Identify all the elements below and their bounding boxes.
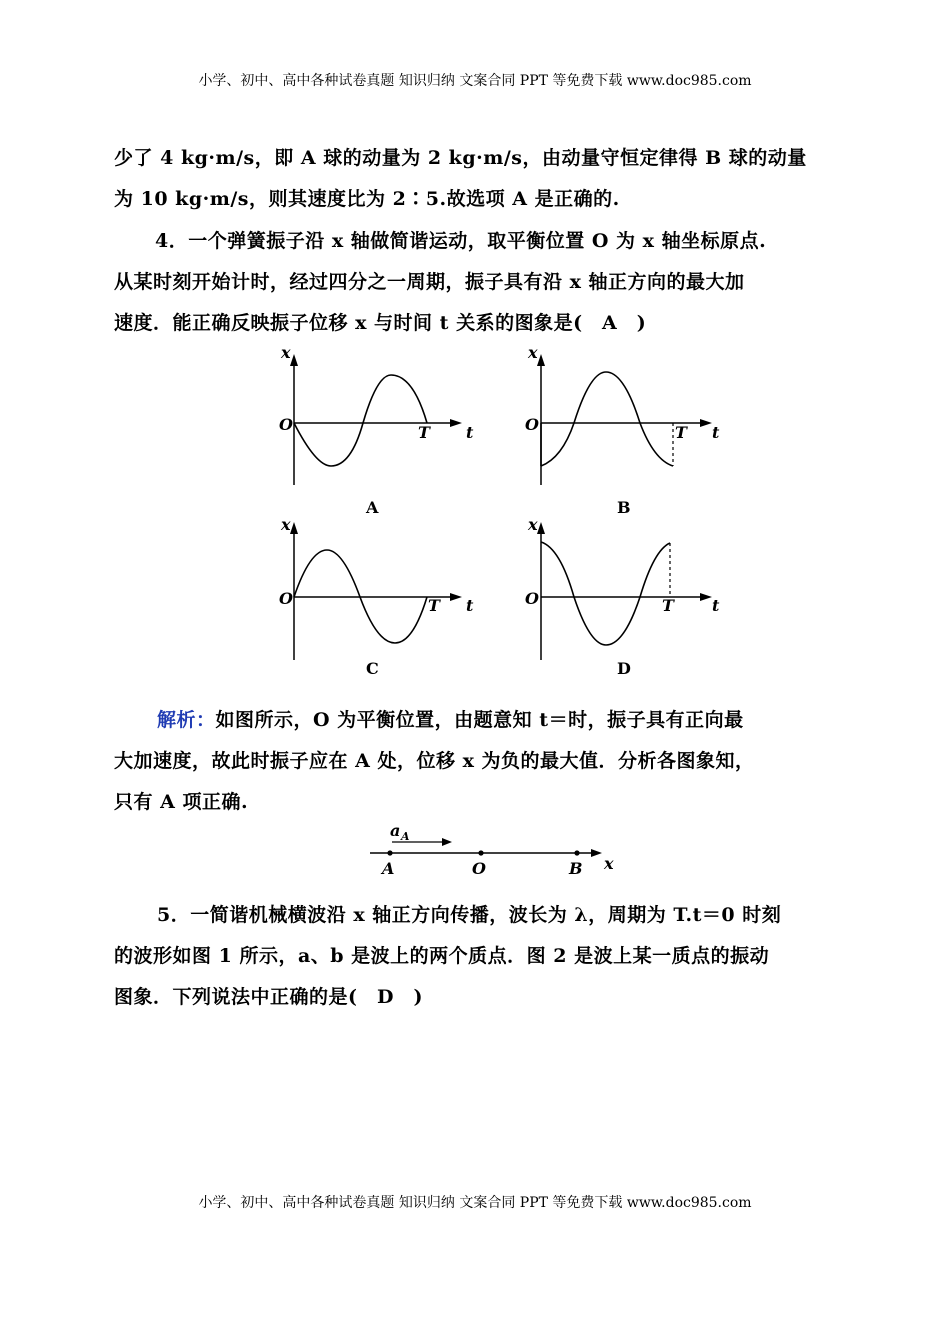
graph-b-t-arrow: [700, 419, 712, 427]
graph-d-t-label: t: [712, 596, 720, 615]
graph-c-origin-label: O: [279, 589, 293, 608]
p1-line-1: 少了 4 kg·m/s，即 A 球的动量为 2 kg·m/s，由动量守恒定律得 B 球的动量: [114, 147, 807, 169]
graph-c-t-label: t: [466, 596, 474, 615]
graph-b-x-label: x: [528, 343, 538, 362]
graph-c-t-arrow: [450, 593, 462, 601]
graph-d-period-label: T: [662, 596, 674, 615]
graph-c-period-label: T: [428, 596, 440, 615]
accel-label: a: [390, 821, 401, 840]
accel-sub-label: A: [401, 830, 410, 843]
point-a-label: A: [382, 859, 395, 878]
page-header: 小学、初中、高中各种试卷真题 知识归纳 文案合同 PPT 等免费下载 www.doc985.com: [198, 73, 752, 89]
solution-text-1: 如图所示，O 为平衡位置，由题意知 t＝时，振子具有正向最: [215, 709, 744, 731]
point-o-label: O: [472, 859, 486, 878]
solution-line-2: 大加速度，故此时振子应在 A 处，位移 x 为负的最大值．分析各图象知，: [114, 750, 755, 772]
accel-arrow-head: [442, 838, 452, 846]
graph-a-x-arrow: [290, 354, 298, 366]
graph-a-curve: [294, 375, 427, 466]
graph-c-caption: C: [366, 659, 379, 678]
graph-b-t-label: t: [712, 423, 720, 442]
graph-a-x-label: x: [281, 343, 291, 362]
graph-d-curve: [541, 542, 670, 645]
q4-line-3: 速度．能正确反映振子位移 x 与时间 t 关系的图象是( A ): [114, 312, 647, 334]
point-b-label: B: [569, 859, 583, 878]
q4-line-1: 4．一个弹簧振子沿 x 轴做简谐运动，取平衡位置 O 为 x 轴坐标原点.: [155, 230, 767, 252]
graph-b-period-label: T: [675, 423, 687, 442]
solution-label: 解析：: [157, 709, 216, 731]
graph-a-period-label: T: [418, 423, 430, 442]
graph-b: [525, 343, 720, 517]
graph-a-origin-label: O: [279, 415, 293, 434]
q5-line-3: 图象．下列说法中正确的是( D ): [114, 986, 423, 1008]
graph-a-t-arrow: [450, 419, 462, 427]
point-o-dot: [478, 850, 483, 855]
q5-line-2: 的波形如图 1 所示，a、b 是波上的两个质点．图 2 是波上某一质点的振动: [114, 945, 770, 967]
graph-c: [279, 515, 474, 678]
number-line-x-label: x: [604, 854, 614, 873]
graph-d-caption: D: [617, 659, 631, 678]
graph-a-t-label: t: [466, 423, 474, 442]
graph-d-x-label: x: [528, 515, 538, 534]
graph-d-origin-label: O: [525, 589, 539, 608]
graph-b-origin-label: O: [525, 415, 539, 434]
graph-a: [279, 343, 474, 517]
graph-a-caption: A: [366, 498, 379, 517]
graph-d-x-arrow: [537, 522, 545, 534]
page-footer: 小学、初中、高中各种试卷真题 知识归纳 文案合同 PPT 等免费下载 www.doc985.com: [198, 1195, 752, 1211]
graph-b-curve: [541, 372, 673, 466]
q4-line-2: 从某时刻开始计时，经过四分之一周期，振子具有沿 x 轴正方向的最大加: [114, 271, 745, 293]
number-line-arrow: [591, 849, 602, 857]
q5-line-1: 5．一简谐机械横波沿 x 轴正方向传播，波长为 λ，周期为 T.t＝0 时刻: [157, 904, 782, 926]
graph-b-caption: B: [617, 498, 631, 517]
solution-line-1: [157, 705, 744, 732]
number-line: [370, 821, 614, 878]
solution-line-3: 只有 A 项正确.: [114, 791, 249, 813]
p1-line-2: 为 10 kg·m/s，则其速度比为 2∶5.故选项 A 是正确的.: [114, 188, 620, 210]
graph-d: [525, 515, 720, 678]
point-b-dot: [574, 850, 579, 855]
graph-c-x-arrow: [290, 522, 298, 534]
graph-c-x-label: x: [281, 515, 291, 534]
graph-d-t-arrow: [700, 593, 712, 601]
graph-b-x-arrow: [537, 354, 545, 366]
point-a-dot: [387, 850, 392, 855]
